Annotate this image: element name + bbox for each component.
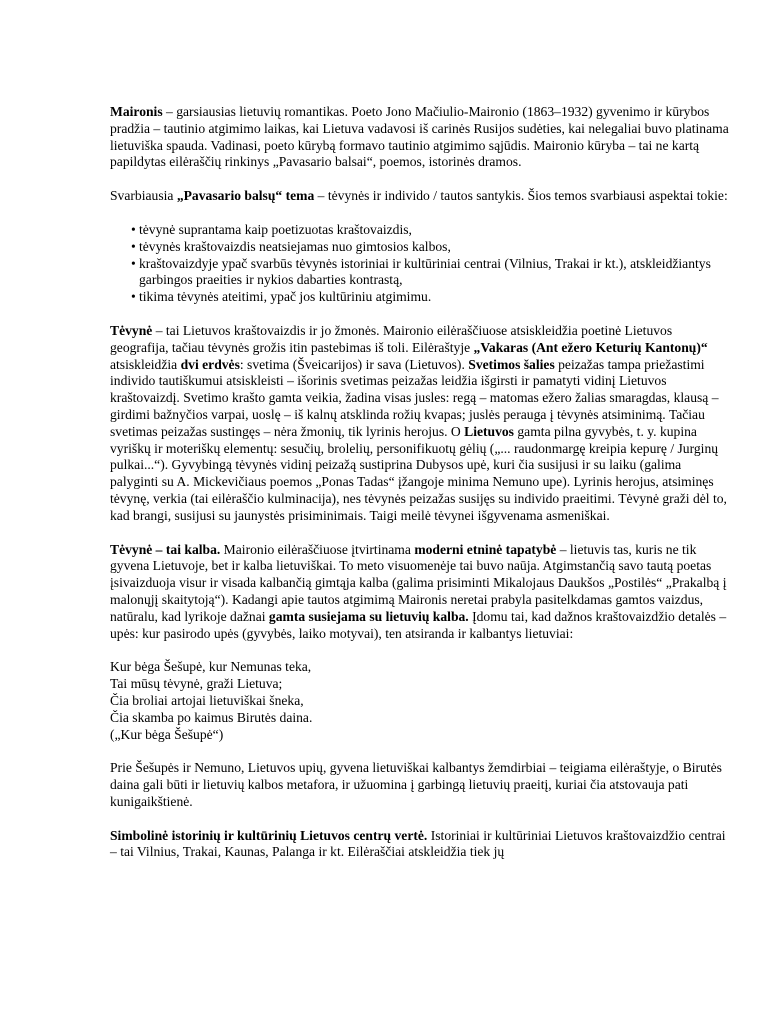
list-item xyxy=(110,256,732,290)
bold-term: gamta susiejama su lietuvių kalba. xyxy=(268,608,469,624)
text-run: Svarbiausia xyxy=(110,188,177,204)
poem-line: Čia broliai artojai lietuviškai šneka, xyxy=(110,692,304,708)
text-run: Istoriniai ir kultūriniai Lietuvos kraštovaizdžio centrai – tai Vilnius, Trakai, Kaunas, Palanga ir kt. Eilėraščiai atskleidžia tiek jų xyxy=(110,827,726,860)
paragraph-rivers xyxy=(110,760,732,810)
bold-term: „Vakaras (Ant ežero Keturių Kantonų)“ xyxy=(473,339,708,355)
paragraph-homeland xyxy=(110,323,732,525)
text-run: – tėvynės ir individo / tautos santykis. Šios temos svarbiausi aspektai tokie: xyxy=(314,188,728,204)
list-item-text: tėvynė suprantama kaip poetizuotas kraštovaizdis, xyxy=(139,221,412,237)
aspects-list xyxy=(110,222,732,306)
bold-term: dvi erdvės xyxy=(180,356,240,372)
bold-term: Lietuvos xyxy=(464,423,514,439)
paragraph-intro xyxy=(110,104,732,171)
text-run: – tai Lietuvos kraštovaizdis ir jo žmonės. Maironio eilėraščiuose atsiskleidžia poetinė Lietuvos geografija, tačiau tėvynės grožis itin pastebimas iš toli. Eilėraštyje xyxy=(110,322,673,355)
document-body xyxy=(110,104,732,861)
text-run: gamta pilna gyvybės, t. y. kupina vyriškų ir moteriškų elementų: sesučių, brolelių, personifikuotų gėlių („... raudonmargę kreipia kepurę / Jurginų pulkai...“). Gyvybingą tėvynės vidinį peizažą sustiprina Dubysos upė, kuri čia susijusi ir su laiku (galima palyginti su A. Mickevičiaus poemos „Ponas Tadas“ įžangoje minima Nemuno upe). Lyrinis herojus, atsiminęs tėvynę, verkia (tai eilėraščio kulminacija), nes tėvynės peizažas susijęs su individo praeitimi. Tėvynė graži dėl to, kad brangi, susijusi su jaunystės prisiminimais. Taigi meilė tėvynei išgyvenama asmeniškai. xyxy=(110,423,727,523)
list-item-text: tėvynės kraštovaizdis neatsiejamas nuo gimtosios kalbos, xyxy=(139,238,451,254)
text-run: Prie Šešupės ir Nemuno, Lietuvos upių, gyvena lietuviškai kalbantys žemdirbiai – teigiama eilėraštyje, o Birutės daina gali būti ir lietuvių kalbos metafora, ir užuomina į garbingą lietuvių praeitį, kuriai čia atstovauja pati kunigaikštienė. xyxy=(110,760,722,809)
bullet-icon: • xyxy=(131,221,136,237)
poem-line: Čia skamba po kaimus Birutės daina. xyxy=(110,709,313,725)
bold-term: Maironis xyxy=(110,104,163,119)
list-item xyxy=(110,289,732,306)
bold-term: Simbolinė istorinių ir kultūrinių Lietuvos centrų vertė. xyxy=(110,827,428,843)
bold-term: moderni etninė tapatybė xyxy=(414,541,557,557)
paragraph-centers xyxy=(110,828,732,862)
bold-term: Svetimos šalies xyxy=(468,356,555,372)
text-run: peizažas tampa priežastimi individo tautiškumui atsiskleisti – išorinis svetimas peizažas leidžia išgirsti ir pamatyti vidinį Lietuvos kraštovaizdį. Svetimo krašto gamta veikia, žadina visas jusles: regą – matomas ežero žalias smaragdas, klausą – girdimi bažnyčios varpai, uoslę – iš kalnų atsklinda rožių kvapas; juslės perauga į tėvynės atsiminimą. Tačiau svetimas peizažas sustingęs – nėra žmonių, tik lyrinis herojus. O xyxy=(110,356,719,439)
bullet-icon: • xyxy=(131,289,136,305)
list-item-text: tikima tėvynės ateitimi, ypač jos kultūriniu atgimimu. xyxy=(139,289,432,305)
bold-term: Tėvynė – tai kalba. xyxy=(110,541,221,557)
text-run: – lietuvis tas, kuris ne tik gyvena Lietuvoje, bet ir kalba lietuviškai. To meto visuomenėje tai buvo naūja. Atgimstančią savo tautą poetas įsivaizduoja visur ir visada kalbančią gimtąja kalba (galima prisiminti Mikalojaus Daukšos „Postilės“ „Prakalbą į malonųjį skaitytoją“). Kadangi apie tautos atgimimą Maironis neretai prabyla pasitelkdamas gamtos vaizdus, natūralu, kad lyrikoje dažnai xyxy=(110,541,727,624)
list-item xyxy=(110,239,732,256)
text-run: – garsiausias lietuvių romantikas. Poeto Jono Mačiulio-Maironio (1863–1932) gyvenimo ir kūrybos pradžia – tautinio atgimimo laikas, kai Lietuva vadavosi iš carinės Rusijos sudėties, kai nelegaliai buvo platinama lietuviška spauda. Vadinasi, poeto kūrybą formavo tautinio atgimimo sąjūdis. Maironio kūryba – tai ne kartą papildytas eilėraščių rinkinys „Pavasario balsai“, poemos, istorinės dramos. xyxy=(110,104,729,170)
poem-line: Tai mūsų tėvynė, graži Lietuva; xyxy=(110,676,283,692)
bold-term: Tėvynė xyxy=(110,322,153,338)
bold-term: „Pavasario balsų“ tema xyxy=(176,188,315,204)
paragraph-language xyxy=(110,542,732,643)
list-item-text: kraštovaizdyje ypač svarbūs tėvynės istoriniai ir kultūriniai centrai (Vilnius, Trakai ir kt.), atskleidžiantys garbingos praeities ir nykios dabarties kontrastą, xyxy=(139,255,711,288)
poem-line: Kur bėga Šešupė, kur Nemunas teka, xyxy=(110,659,312,675)
text-run: atsiskleidžia xyxy=(110,356,181,372)
poem-source: („Kur bėga Šešupė“) xyxy=(110,726,224,742)
paragraph-theme xyxy=(110,188,732,205)
text-run: : svetima (Šveicarijos) ir sava (Lietuvos). xyxy=(239,356,469,372)
bullet-icon: • xyxy=(131,238,136,254)
text-run: Įdomu tai, kad dažnos kraštovaizdžio detalės – upės: kur pasirodo upės (gyvybės, laiko motyvai), ten atsiranda ir kalbantys lietuviai: xyxy=(110,608,727,641)
poem-quote xyxy=(110,659,732,743)
list-item xyxy=(110,222,732,239)
bullet-icon: • xyxy=(131,255,136,271)
text-run: Maironio eilėraščiuose įtvirtinama xyxy=(220,541,415,557)
